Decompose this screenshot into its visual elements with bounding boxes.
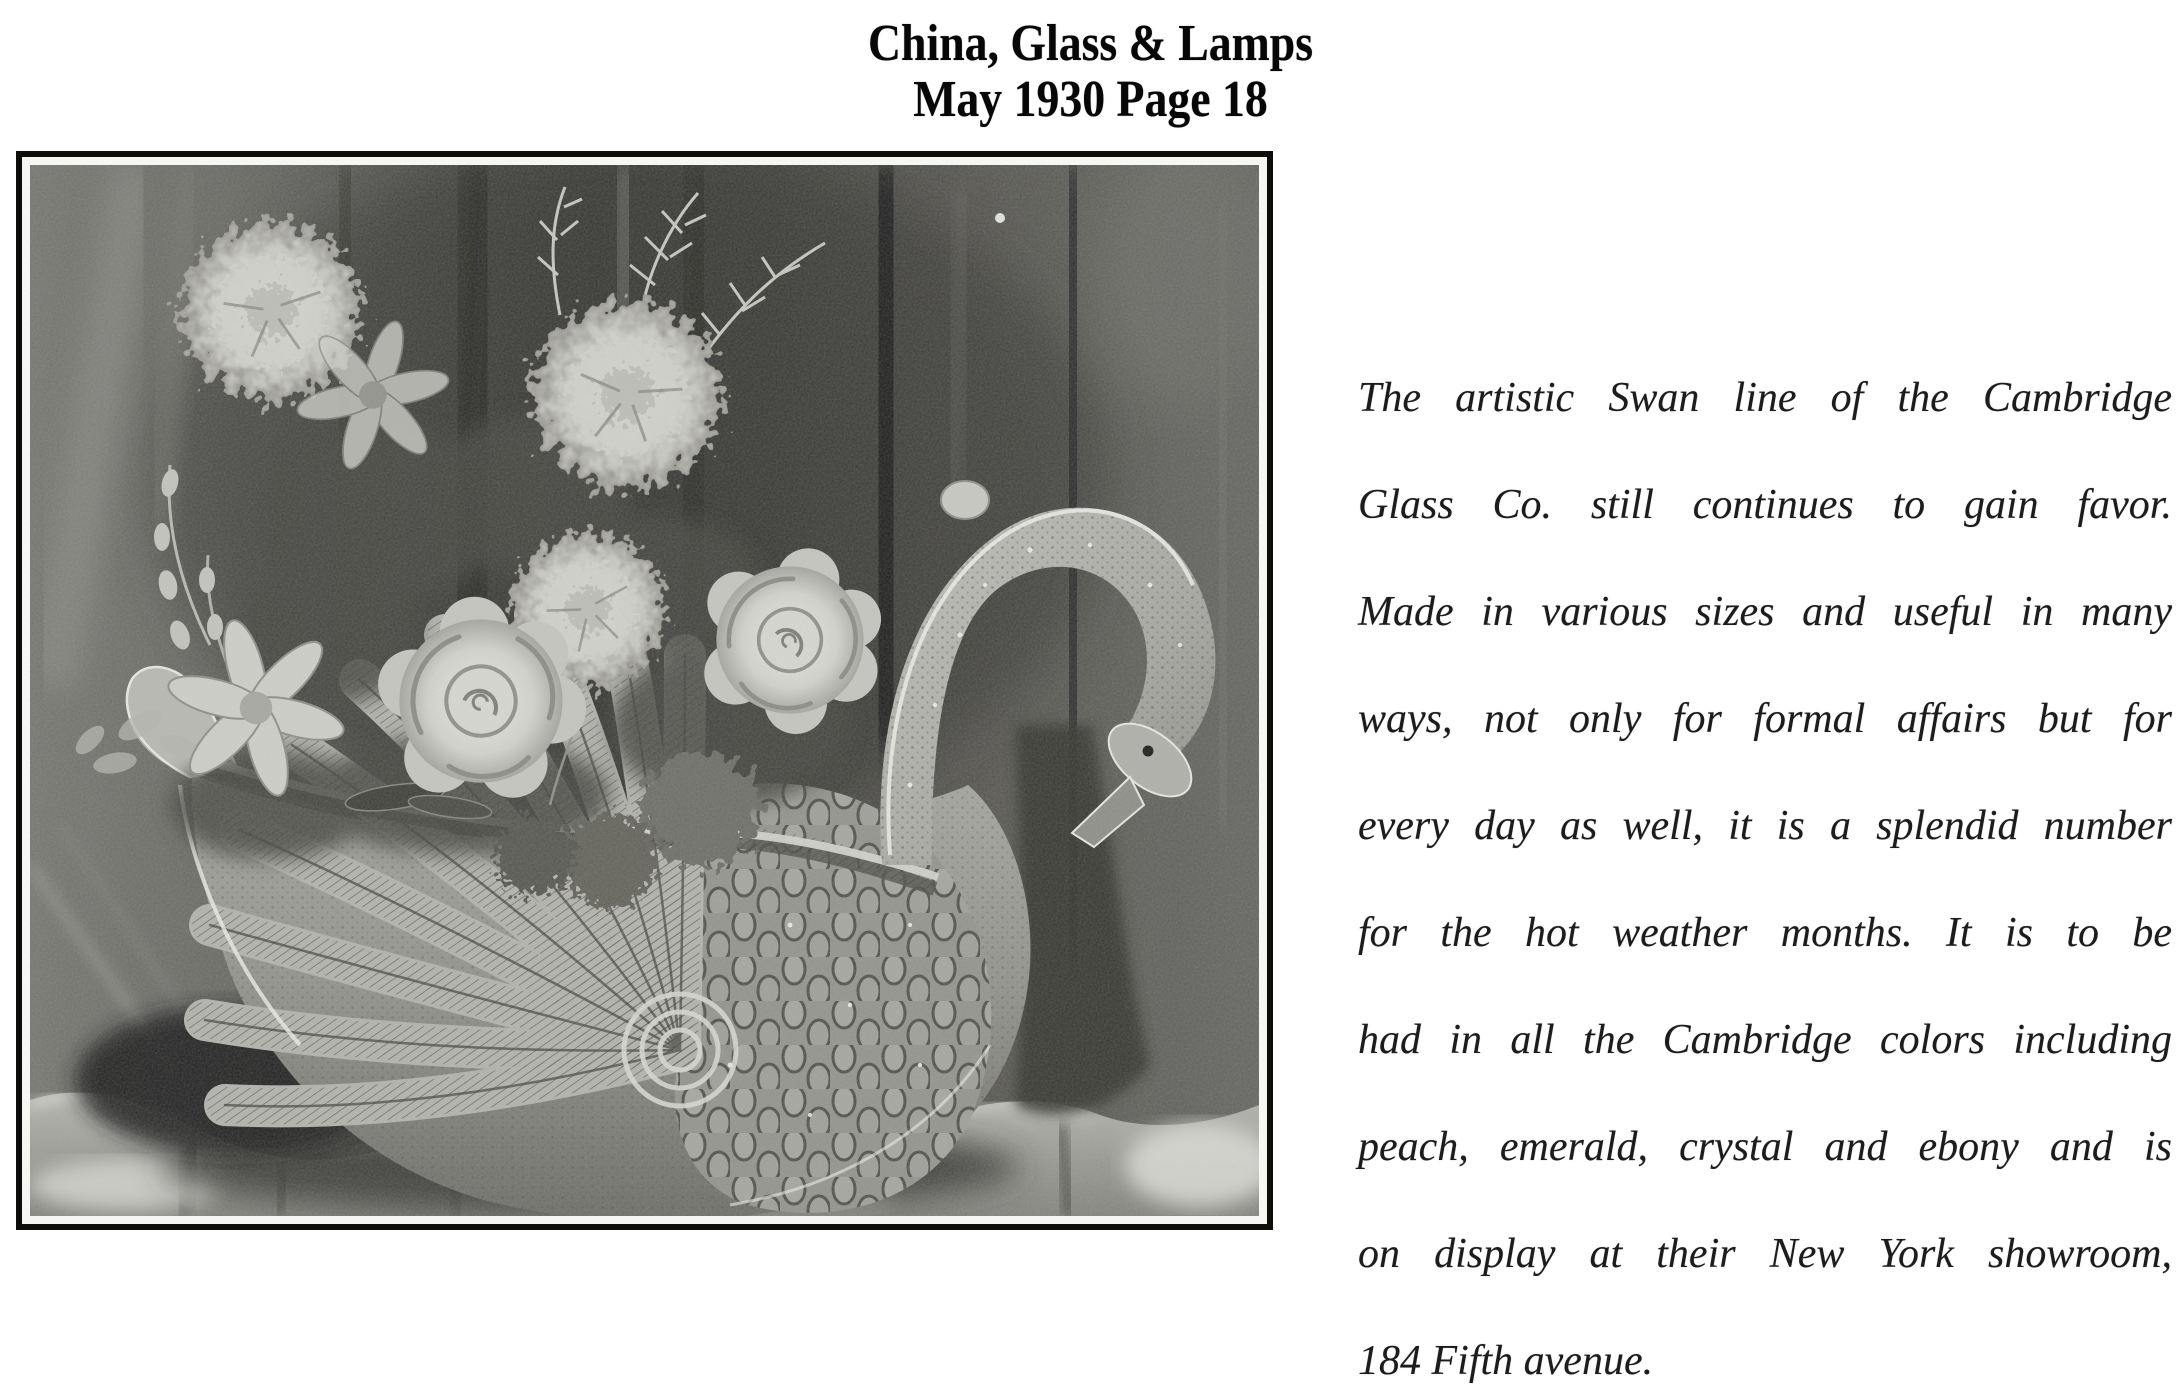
grain-overlay [30, 165, 1259, 1216]
publication-title: China, Glass & Lamps [867, 15, 1314, 72]
article-line: for the hot weather months. It is to be [1358, 910, 2172, 956]
swan-photo [30, 165, 1259, 1216]
caption-article [1358, 372, 2172, 1389]
issue-date-page: May 1930 Page 18 [913, 71, 1268, 128]
article-line: every day as well, it is a splendid number [1358, 803, 2172, 849]
article-line: on display at their New York showroom, [1358, 1231, 2172, 1277]
article-line: ways, not only for formal affairs but for [1358, 696, 2172, 742]
page-header [0, 16, 2181, 128]
article-line: 184 Fifth avenue. [1358, 1338, 1654, 1384]
article-line: Glass Co. still continues to gain favor. [1358, 482, 2172, 528]
article-line: peach, emerald, crystal and ebony and is [1358, 1124, 2172, 1170]
photo-frame [16, 151, 1273, 1230]
article-line: The artistic Swan line of the Cambridge [1358, 375, 2172, 421]
article-line: Made in various sizes and useful in many [1358, 589, 2172, 635]
article-line: had in all the Cambridge colors including [1358, 1017, 2172, 1063]
